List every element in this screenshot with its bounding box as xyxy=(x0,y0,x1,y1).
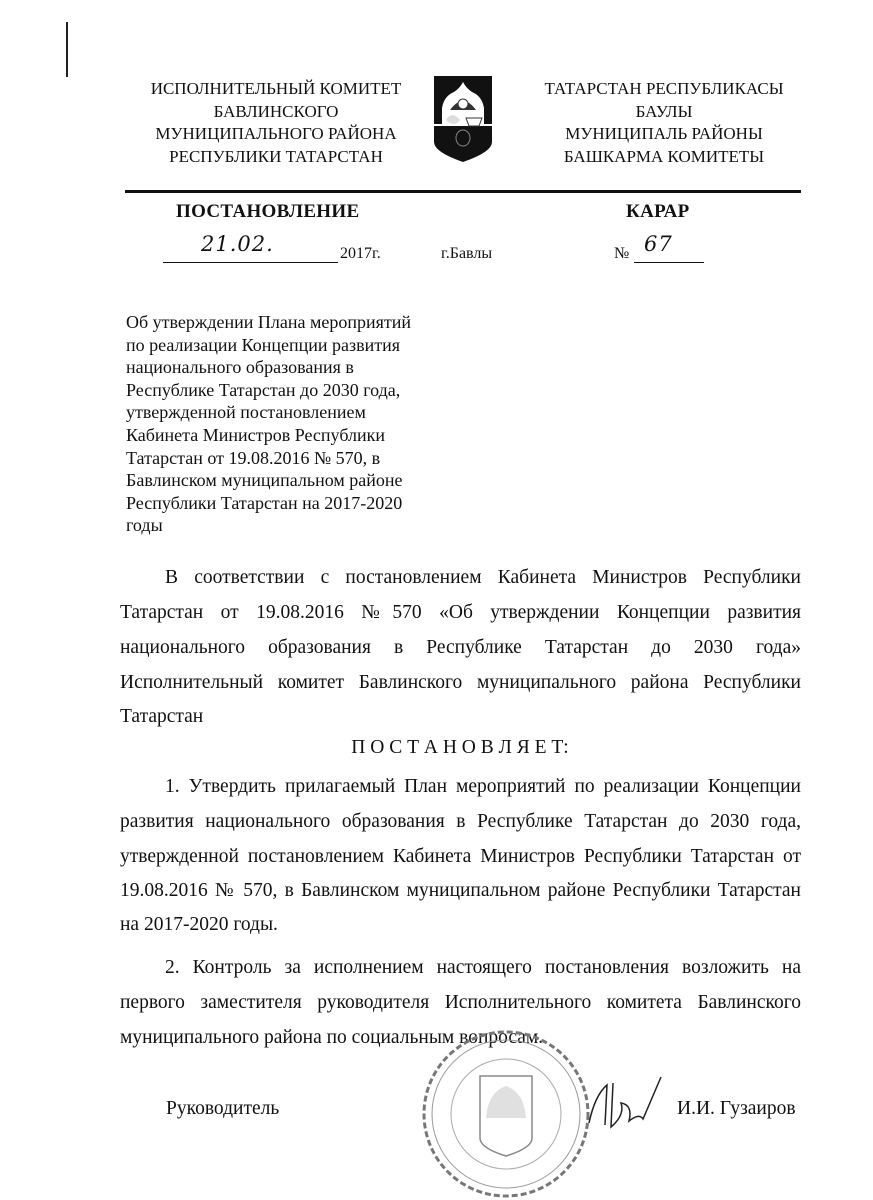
item1-line: 1. Утвердить прилагаемый План мероприятий по реализации Концепции xyxy=(165,776,801,797)
header-left xyxy=(131,78,421,168)
resolves-heading: П О С Т А Н О В Л Я Е Т: xyxy=(351,737,569,758)
title-line: Республики Татарстан на 2017-2020 xyxy=(126,492,403,513)
header-right-line: БАШКАРМА КОМИТЕТЫ xyxy=(563,146,765,166)
header-right-line: БАУЛЫ xyxy=(635,101,693,121)
doc-type-tt: КАРАР xyxy=(626,201,690,222)
header-left-line: ИСПОЛНИТЕЛЬНЫЙ КОМИТЕТ xyxy=(150,79,402,98)
scan-margin-mark xyxy=(66,22,68,77)
date-handwritten: 21.02. xyxy=(201,232,274,256)
preamble-line: Татарстан от 19.08.2016 №570 «Об утверждении Концепции развития xyxy=(120,602,801,623)
header-right-line: ТАТАРСТАН РЕСПУБЛИКАСЫ xyxy=(544,79,784,98)
preamble-line: национального образования в Республике Татарстан до 2030 года» xyxy=(120,637,801,658)
item1-line: утвержденной постановлением Кабинета Министров Республики Татарстан от xyxy=(120,846,801,867)
header-divider xyxy=(125,190,801,193)
preamble-line: Татарстан xyxy=(120,706,204,727)
header-right-line: МУНИЦИПАЛЬ РАЙОНЫ xyxy=(565,124,763,143)
title-line: Бавлинском муниципальном районе xyxy=(126,470,403,491)
preamble-line: Исполнительный комитет Бавлинского муниципального района Республики xyxy=(120,672,801,693)
date-field xyxy=(163,232,338,263)
official-seal-icon xyxy=(420,1028,592,1200)
title-line: Об утверждении Плана мероприятий xyxy=(126,312,412,332)
title-line: по реализации Концепции развития xyxy=(126,334,401,355)
number-field xyxy=(634,232,704,263)
item2-line: первого заместителя руководителя Исполнительного комитета Бавлинского xyxy=(120,992,801,1013)
title-line: Татарстан от 19.08.2016 № 570, в xyxy=(126,447,381,468)
header-left-line: РЕСПУБЛИКИ ТАТАРСТАН xyxy=(169,146,383,166)
title-line: Республике Татарстан до 2030 года, xyxy=(126,379,401,400)
number-handwritten: 67 xyxy=(644,232,673,256)
place: г.Бавлы xyxy=(441,245,493,262)
title-line: Кабинета Министров Республики xyxy=(126,424,386,445)
header-right xyxy=(519,78,809,168)
header-left-line: БАВЛИНСКОГО xyxy=(213,101,339,121)
item2-line: муниципального района по социальным вопросам. xyxy=(120,1027,544,1048)
year: 2017г. xyxy=(340,245,381,262)
handwritten-signature-icon xyxy=(585,1075,665,1135)
signatory-position: Руководитель xyxy=(166,1098,280,1119)
title-line: утвержденной постановлением xyxy=(126,402,366,423)
title-line: годы xyxy=(126,515,163,536)
header-left-line: МУНИЦИПАЛЬНОГО РАЙОНА xyxy=(155,124,397,143)
item1-line: 19.08.2016 № 570, в Бавлинском муниципальном районе Республики Татарстан xyxy=(120,880,801,901)
item1-line: развития национального образования в Республике Татарстан до 2030 года, xyxy=(120,811,801,832)
document-title xyxy=(126,311,411,537)
number-label: № xyxy=(614,245,630,262)
doc-type-ru: ПОСТАНОВЛЕНИЕ xyxy=(176,201,360,222)
item2-line: 2. Контроль за исполнением настоящего постановления возложить на xyxy=(165,957,801,978)
title-line: национального образования в xyxy=(126,357,354,378)
preamble-line: В соответствии с постановлением Кабинета Министров Республики xyxy=(165,567,801,588)
signatory-name: И.И. Гузаиров xyxy=(677,1098,796,1119)
item1-line: на 2017-2020 годы. xyxy=(120,914,278,935)
coat-of-arms-icon xyxy=(432,74,494,164)
